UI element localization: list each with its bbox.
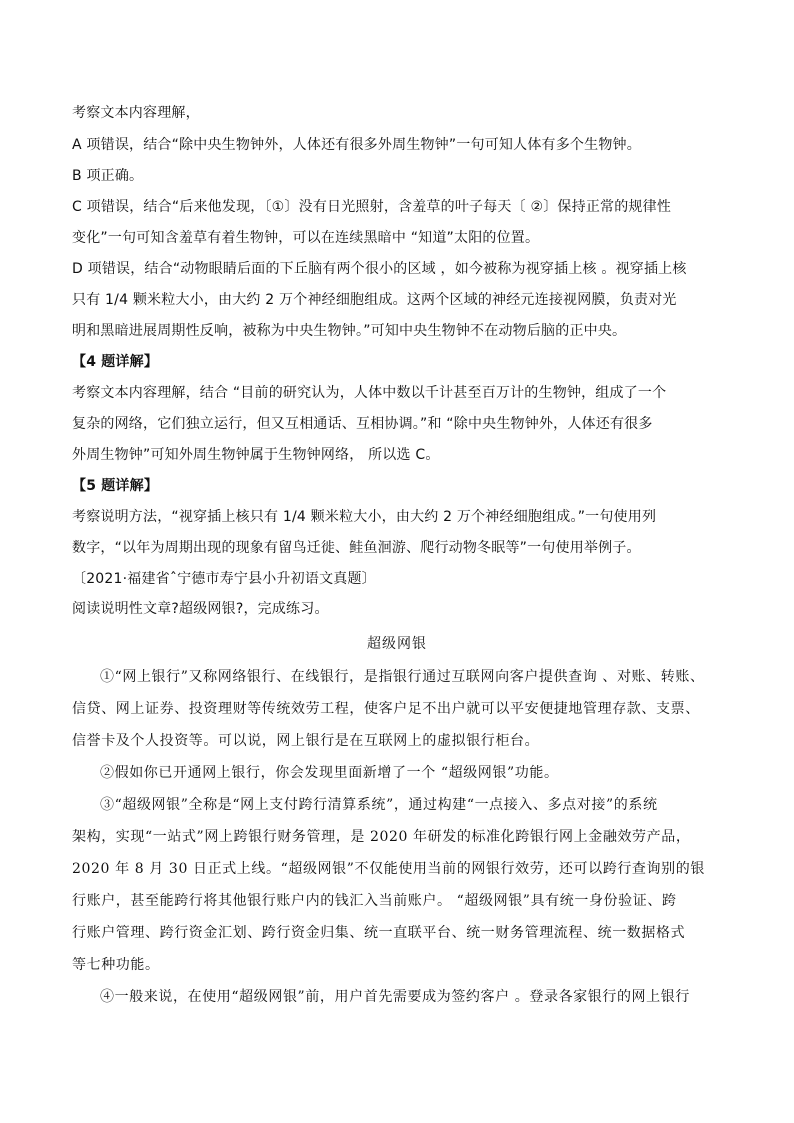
text-line: 复杂的网络，它们独立运行，但又互相通话、互相协调。”和 “除中央生物钟外，人体还有很多 bbox=[72, 416, 653, 432]
source-citation: 〔2021·福建省ˆ宁德市寿宁县小升初语文真题〕 bbox=[72, 571, 376, 587]
text-line: 考察文本内容理解， bbox=[72, 105, 200, 121]
paragraph-line: 2020 年 8 月 30 日正式上线。“超级网银”不仅能使用当前的网银行效劳，还可以跨行查询别的银 bbox=[72, 861, 705, 877]
article-title: 超级网银 bbox=[367, 636, 427, 652]
paragraph-line: 行账户管理、跨行资金汇划、跨行资金归集、统一直联平台、统一财务管理流程、统一数据格式 bbox=[72, 925, 686, 941]
paragraph-line: ④一般来说，在使用“超级网银”前，用户首先需要成为签约客户 。登录各家银行的网上银行 bbox=[100, 989, 690, 1005]
section-heading-q4: 【4 题详解】 bbox=[72, 354, 159, 370]
paragraph-line: 等七种功能。 bbox=[72, 957, 160, 973]
text-line: 外周生物钟”可知外周生物钟属于生物钟网络， 所以选 C。 bbox=[72, 447, 440, 463]
paragraph-line: ①“网上银行”又称网络银行、在线银行，是指银行通过互联网向客户提供查询 、对账、转账、 bbox=[100, 669, 705, 685]
paragraph-line: 架构，实现“一站式”网上跨银行财务管理，是 2020 年研发的标准化跨银行网上金融效劳产品， bbox=[72, 829, 691, 845]
text-line: C 项错误，结合“后来他发现，〔①〕没有日光照射，含羞草的叶子每天〔 ②〕保持正常的规律性 bbox=[72, 199, 672, 215]
text-line: 考察说明方法，“视穿插上核只有 1/4 颗米粒大小，由大约 2 万个神经细胞组成。”一句使用列 bbox=[72, 509, 657, 525]
text-line: A 项错误，结合“除中央生物钟外，人体还有很多外周生物钟”一句可知人体有多个生物钟。 bbox=[72, 137, 641, 153]
text-line: 变化”一句可知含羞草有着生物钟，可以在连续黑暗中 “知道”太阳的位置。 bbox=[72, 230, 540, 246]
paragraph-line: ②假如你已开通网上银行，你会发现里面新增了一个 “超级网银”功能。 bbox=[100, 765, 559, 781]
paragraph-line: ③“超级网银”全称是“网上支付跨行清算系统”，通过构建“一点接入、多点对接”的系统 bbox=[100, 797, 658, 813]
text-line: 数字，“以年为周期出现的现象有留鸟迁徙、鲑鱼洄游、爬行动物冬眠等”一句使用举例子。 bbox=[72, 540, 641, 556]
text-line: 明和黑暗进展周期性反响，被称为中央生物钟。”可知中央生物钟不在动物后脑的正中央。 bbox=[72, 323, 627, 339]
text-line: 考察文本内容理解，结合 “目前的研究认为，人体中数以千计甚至百万计的生物钟，组成了一个 bbox=[72, 385, 667, 401]
text-line: D 项错误，结合“动物眼睛后面的下丘脑有两个很小的区域 ，如今被称为视穿插上核 。视穿插上核 bbox=[72, 261, 687, 277]
paragraph-line: 信贷、网上证券、投资理财等传统效劳工程，使客户足不出户就可以平安便捷地管理存款、支票、 bbox=[72, 701, 700, 717]
reading-prompt: 阅读说明性文章?超级网银?，完成练习。 bbox=[72, 601, 329, 617]
text-line: 只有 1/4 颗米粒大小，由大约 2 万个神经细胞组成。这两个区域的神经元连接视网膜，负责对光 bbox=[72, 292, 677, 308]
paragraph-line: 行账户，甚至能跨行将其他银行账户内的钱汇入当前账户。 “超级网银”具有统一身份验证、跨 bbox=[72, 893, 677, 909]
text-line: B 项正确。 bbox=[72, 168, 144, 184]
section-heading-q5: 【5 题详解】 bbox=[72, 478, 159, 494]
paragraph-line: 信誉卡及个人投资等。可以说，网上银行是在互联网上的虚拟银行柜台。 bbox=[72, 733, 540, 749]
